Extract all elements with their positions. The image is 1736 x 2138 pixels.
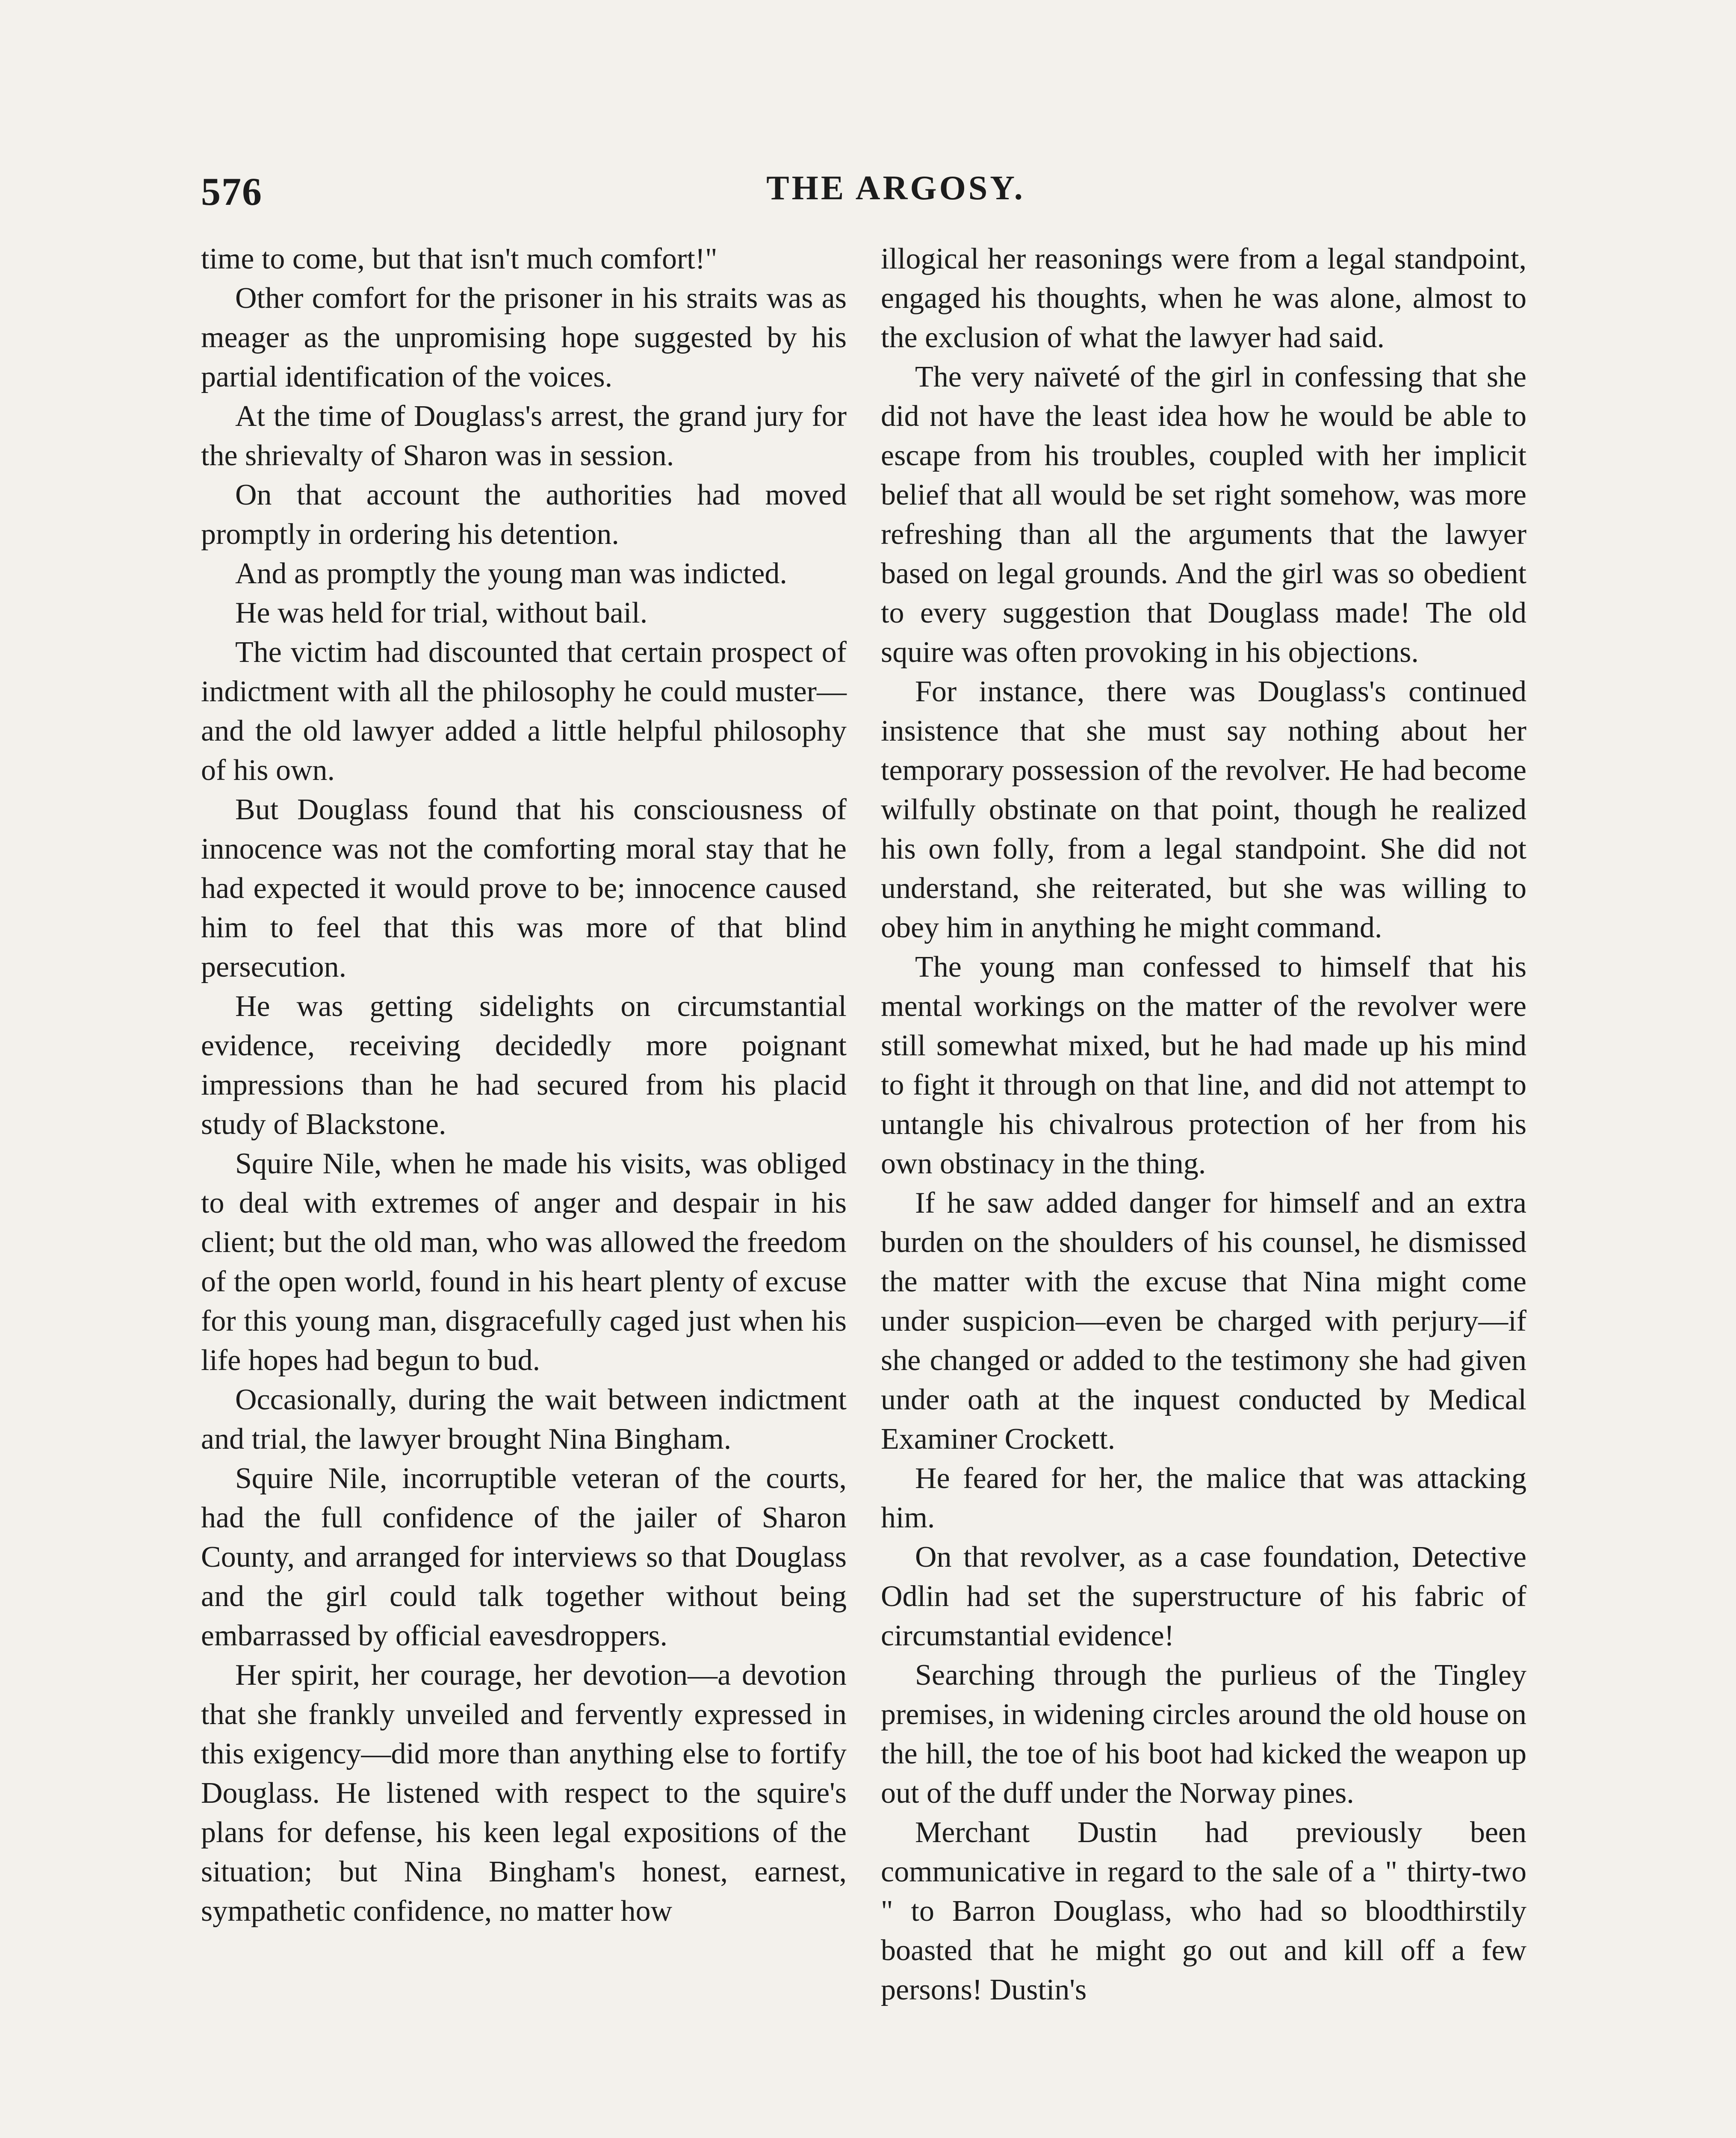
paragraph: Occasionally, during the wait between indictment and trial, the lawyer brought Nina Bingham.	[201, 1383, 847, 1456]
paragraph: But Douglass found that his consciousness of innocence was not the comforting moral stay that he had expected it would prove to be; innocence caused him to feel that this was more of that blind persecution.	[201, 793, 847, 983]
paragraph: For instance, there was Douglass's continued insistence that she must say nothing about her temporary possession of the revolver. He had become wilfully obstinate on that point, though he realized his own folly, from a legal standpoint. She did not understand, she reiterated, but she was willing to obey him in anything he might command.	[881, 675, 1526, 944]
paragraph: On that revolver, as a case foundation, Detective Odlin had set the superstructure of his fabric of circumstantial evidence!	[881, 1541, 1526, 1652]
page-number: 576	[201, 170, 263, 213]
paragraph: The very naïveté of the girl in confessing that she did not have the least idea how he would be able to escape from his troubles, coupled with her implicit belief that all would be set right somehow, was more refreshing than all the arguments that the lawyer based on legal grounds. And the girl was so obedient to every suggestion that Douglass made! The old squire was often provoking in his objections.	[881, 360, 1526, 669]
paragraph: illogical her reasonings were from a legal standpoint, engaged his thoughts, when he was alone, almost to the exclusion of what the lawyer had said.	[881, 242, 1526, 354]
paragraph: On that account the authorities had moved promptly in ordering his detention.	[201, 478, 847, 551]
paragraph: Merchant Dustin had previously been communicative in regard to the sale of a " thirty-two " to Barron Douglass, who had so bloodthirstily boasted that he might go out and kill off a few persons! Dustin's	[881, 1816, 1526, 2006]
paragraph: He feared for her, the malice that was attacking him.	[881, 1462, 1526, 1534]
paragraph: If he saw added danger for himself and an extra burden on the shoulders of his counsel, he dismissed the matter with the excuse that Nina might come under suspicion—even be charged with perjury—if she changed or added to the testimony she had given under oath at the inquest conducted by Medical Examiner Crockett.	[881, 1187, 1526, 1456]
paragraph: Squire Nile, when he made his visits, was obliged to deal with extremes of anger and despair in his client; but the old man, who was allowed the freedom of the open world, found in his heart plenty of excuse for this young man, disgracefully caged just when his life hopes had begun to bud.	[201, 1147, 847, 1377]
running-title: THE ARGOSY.	[766, 169, 1025, 207]
paragraph: At the time of Douglass's arrest, the grand jury for the shrievalty of Sharon was in session.	[201, 400, 847, 472]
paragraph: The young man confessed to himself that his mental workings on the matter of the revolver were still somewhat mixed, but he had made up his mind to fight it through on that line, and did not attempt to untangle his chivalrous protection of her from his own obstinacy in the thing.	[881, 951, 1526, 1180]
page-header	[201, 169, 1591, 224]
right-text-column	[881, 239, 1526, 2010]
paragraph: Searching through the purlieus of the Tingley premises, in widening circles around the old house on the hill, the toe of his boot had kicked the weapon up out of the duff under the Norway pines.	[881, 1659, 1526, 1810]
paragraph: And as promptly the young man was indicted.	[235, 557, 787, 590]
paragraph: Squire Nile, incorruptible veteran of the courts, had the full confidence of the jailer of Sharon County, and arranged for interviews so that Douglass and the girl could talk together without being embarrassed by official eavesdroppers.	[201, 1462, 847, 1652]
paragraph: The victim had discounted that certain prospect of indictment with all the philosophy he could muster—and the old lawyer added a little helpful philosophy of his own.	[201, 636, 847, 787]
paragraph: He was held for trial, without bail.	[235, 597, 648, 629]
paragraph: time to come, but that isn't much comfort!"	[201, 242, 717, 275]
paragraph: He was getting sidelights on circumstantial evidence, receiving decidedly more poignant impressions than he had secured from his placid study of Blackstone.	[201, 990, 847, 1141]
paragraph: Other comfort for the prisoner in his straits was as meager as the unpromising hope suggested by his partial identification of the voices.	[201, 282, 847, 393]
left-text-column	[201, 239, 847, 1931]
paragraph: Her spirit, her courage, her devotion—a devotion that she frankly unveiled and fervently expressed in this exigency—did more than anything else to fortify Douglass. He listened with respect to the squire's plans for defense, his keen legal expositions of the situation; but Nina Bingham's honest, earnest, sympathetic confidence, no matter how	[201, 1659, 847, 1928]
